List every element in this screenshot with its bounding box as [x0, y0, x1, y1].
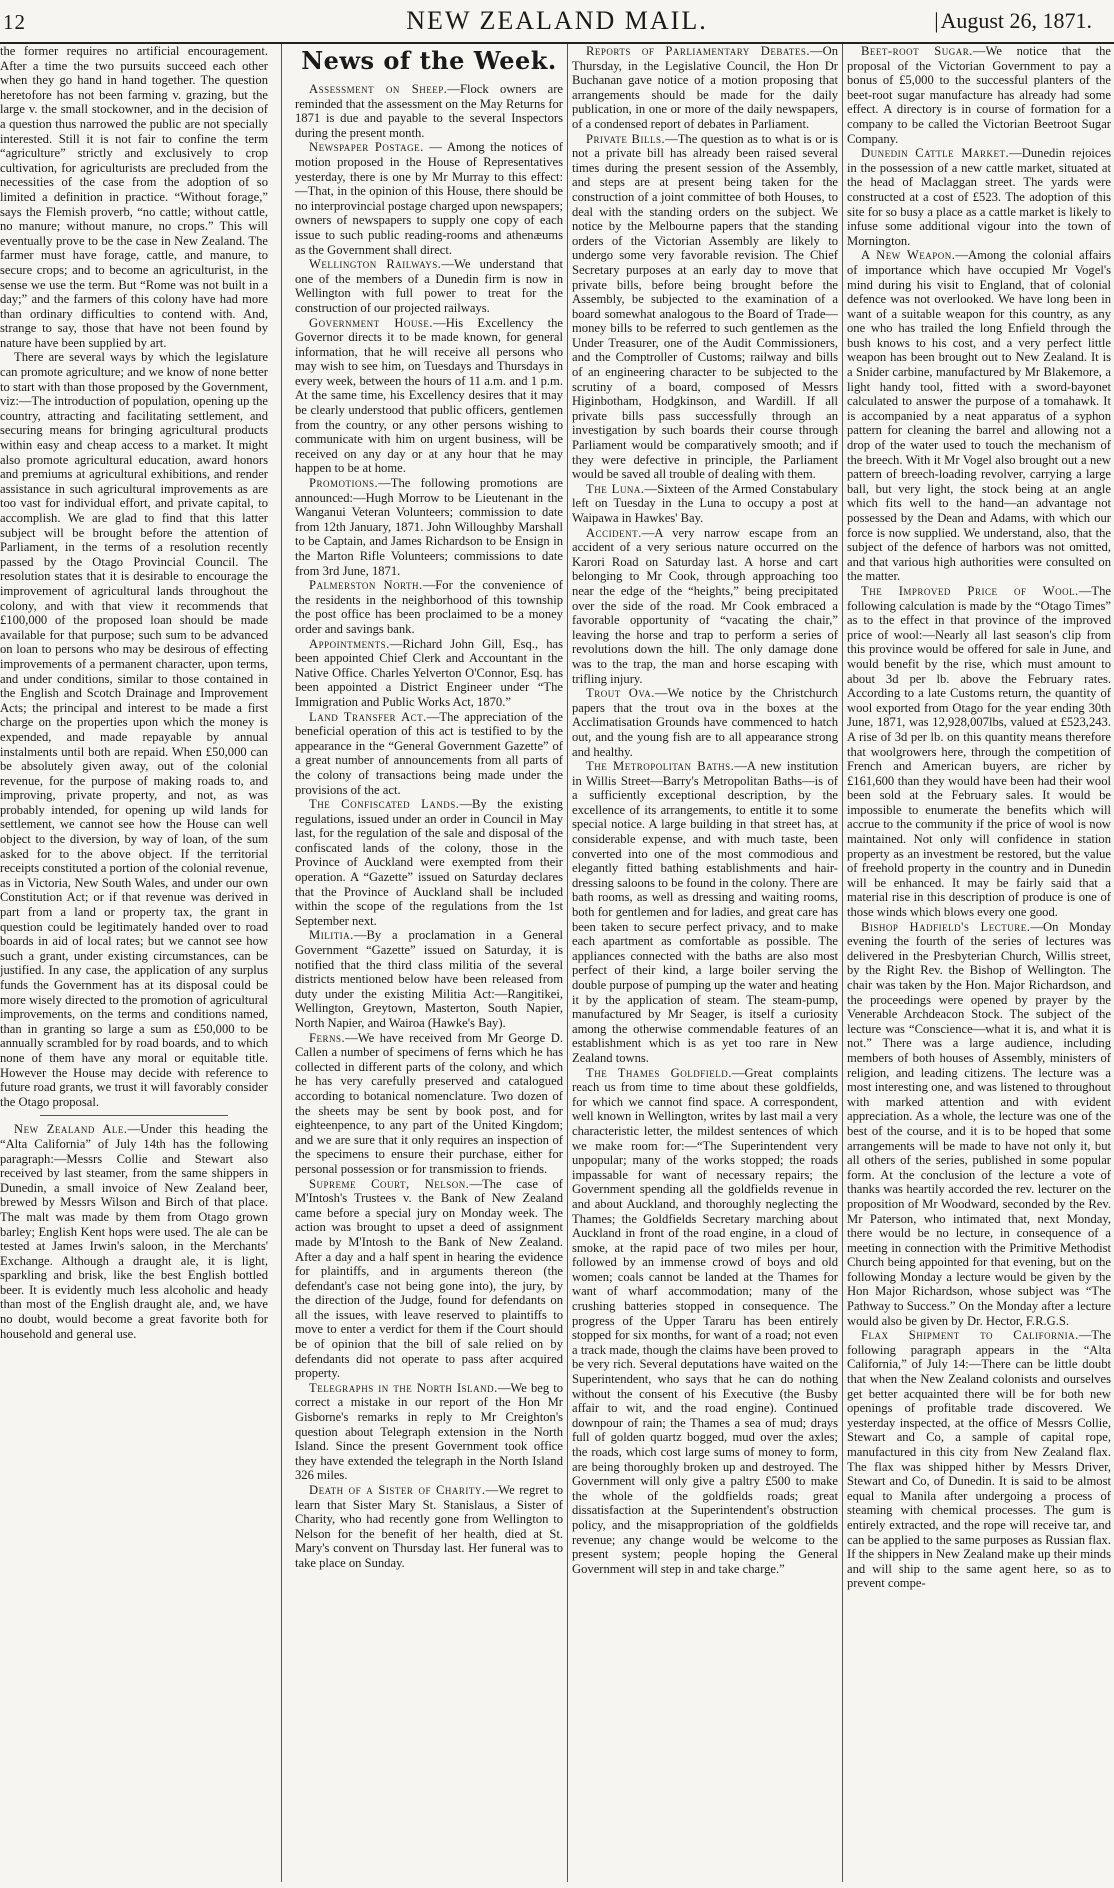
item-heading: A New Weapon.: [861, 248, 956, 263]
news-item: [847, 584, 1111, 920]
news-item: [295, 1031, 563, 1177]
column-divider: [567, 44, 568, 1882]
item-body: —The following promotions are announced:—Hugh Morrow to be Lieutenant in the Wanganui Veteran Volunteers; commission to date from 12th January, 1871. John Willoughby Marshall to be Captain, and James Richardson to be Ensign in the Marton Rifle Volunteers; commissions to date from 3rd June, 1871.: [295, 476, 563, 578]
news-item: [295, 637, 563, 710]
item-body: —The following paragraph appears in the “Alta California,” of July 14:—There can be little doubt that when the New Zealand colonists and ourselves get better acquainted there will be for both new openings of profitable trade discovered. We yesterday inspected, at the office of Messrs Collie, Stewart and Co, a sample of capital rope, manufactured in this city from New Zealand flax. The flax was shipped hither by Messrs Driver, Stewart and Co, of Dunedin. It is said to be almost equal to Manila after undergoing a process of steaming with chemical processes. The gum is entirely extracted, and the rope will receive tar, and can be applied to the same purposes as Russian flax. If the shippers in New Zealand make up their minds and will ship to the same agent here, so as to prevent compe-: [847, 1328, 1111, 1591]
column-divider: [281, 44, 282, 1882]
column-divider: [842, 44, 843, 1882]
item-body: —Sixteen of the Armed Constabulary left on Tuesday in the Luna to occupy a post at Waipawa in Hawkes' Bay.: [572, 481, 838, 525]
item-heading: Wellington Railways.: [309, 257, 442, 272]
item-heading: Death of a Sister of Charity.: [309, 1483, 486, 1497]
item-body: —His Excellency the Governor directs it to be made known, for general information, that he will receive all persons who may wish to see him, on Tuesdays and Thursdays in every week, between the hours of 11 a.m. and 1 p.m. At the same time, his Excellency desires that it may be clearly understood that public officers, gentlemen from the country, or any other persons wishing to communicate with him on urgent business, will be received on any day or at any hour that he may happen to be at home.: [295, 315, 563, 476]
item-heading: Private Bills.: [586, 131, 666, 146]
item-heading: Palmerston North.: [309, 578, 423, 593]
item-body: —Under this heading the “Alta California” of July 14th has the following paragraph:—Messrs Collie and Stewart also received by last steamer, from the same shippers in Dunedin, a small invoice of New Zealand beer, brewed by Messrs Wilson and Birch of that place. The malt was made by them from Otago grown barley; English Kent hops were used. The ale can be tested at James Irwin's saloon, in the Merchants' Exchange. Although a draught ale, it is light, sparkling and brisk, like the best English bottled beer. It is evidently much less alcoholic and heady than most of the English draught ale, and, we have no doubt, would become a great favorite both for household and general use.: [0, 1122, 268, 1341]
item-heading: Trout Ova.: [586, 686, 655, 701]
item-heading: Promotions.: [309, 476, 379, 491]
item-heading: The Luna.: [586, 481, 645, 496]
news-item: [572, 526, 838, 687]
item-body: —Dunedin rejoices in the possession of a new cattle market, situated at the head of Maclaggan street. The yards were constructed at a cost of £523. The adoption of this site for so busy a place as a cattle market is likely to infuse some additional vigour into the town of Mornington.: [847, 146, 1111, 248]
page-header: [0, 0, 1114, 42]
news-item: [295, 257, 563, 315]
column-4: [847, 44, 1111, 1882]
news-item: [295, 578, 563, 636]
item-heading: Assessment on Sheep.: [309, 82, 448, 96]
news-item: [295, 140, 563, 257]
article-paragraph: the former requires no artificial encouragement. After a time the two pursuits succeed each other when they go hand in hand together. The question heretofore has not been farming v. grazing, but the large v. the small stockowner, and in the decision of a question thus narrowed the public are not specially interested. Still it is not fair to confine the term “agriculture” strictly and exclusively to crop cultivation, for agriculturists are precluded from the necessities of the case from the adoption of so limited a definition in practice. “Without forage,” says the Flemish proverb, “no cattle; without cattle, no manure; without manure, no crops.” This will eventually prove to be the case in New Zealand. The farmer must have forage, cattle, and manure, to secure crops; and to become an agriculturist, in the sense we use the term. But “Rome was not built in a day;” and the farmers of this colony have had more than ordinary difficulties to contend with. And, strange to say, those that have not been found by nature have been supplied by art.: [0, 44, 268, 350]
news-item: [295, 316, 563, 477]
news-item: [847, 44, 1111, 146]
item-body: —A very narrow escape from an accident of a very serious nature occurred on the Karori Road on Saturday last. A horse and cart belonging to Mr Cook, through approaching too near the edge of the “heights,” being precipitated over the side of the road. Mr Cook embraced a favorable opportunity of “vacating the chair,” leaving the horse and trap to perform a series of revolutions down the hill. The only damage done was to the trap, the man and horse escaping with trifling injury.: [572, 525, 838, 686]
item-body: —By a proclamation in a General Government “Gazette” issued on Saturday, it is notified that the third class militia of the several districts mentioned below have been released from duty under the existing Militia Act:—Rangitikei, Wellington, Greytown, Masterton, South Napier, North Napier, and Wairoa (Hawke's Bay).: [295, 928, 563, 1030]
news-item: [847, 920, 1111, 1329]
item-heading: The Confiscated Lands.: [309, 797, 460, 812]
item-body: —On Monday evening the fourth of the series of lectures was delivered in the Presbyterian Church, Willis street, by the Right Rev. the Bishop of Wellington. The chair was taken by the Hon. Major Richardson, and the proceedings were opened by prayer by the Venerable Archdeacon Stock. The subject of the lecture was “Conscience—what it is, and what it is not.” There was a large audience, including members of both houses of Assembly, ministers of religion, and leading citizens. The lecture was a most interesting one, and was listened to throughout with marked attention and with evident appreciation. As a whole, the lecture was one of the best of the course, and it is to be hoped that some arrangements will be made to have not only it, but all others of the series, published in some popular form. At the conclusion of the lecture a vote of thanks was heartily accorded the rev. lecturer on the proposition of Mr Woodward, seconded by the Rev. Mr Paterson, who intimated that, next Monday, there would be no lecture, in consequence of a meeting in connection with the Primitive Methodist Church being appointed for that evening, but on the following Monday a lecture would be given by the Hon Major Richardson, whose subject was “The Pathway to Success.” On the Monday after a lecture would also be given by Dr. Hector, F.R.G.S.: [847, 919, 1111, 1328]
item-heading: Militia.: [309, 928, 354, 943]
item-body: —The case of M'Intosh's Trustees v. the Bank of New Zealand came before a special jury on Monday week. The action was brought to upset a deed of assignment made by M'Intosh to the Bank of New Zealand. After a day and a half spent in hearing the evidence for plaintiffs, and in arguments thereon (the defendant's case not being gone into), the jury, by the direction of the Judge, found for defendants on all the issues, with leave reserved to plaintiffs to move to enter a verdict for them if the Court should be of opinion that the bill of sale relied on by defendants did not operate to pass after acquired property.: [295, 1176, 563, 1381]
item-heading: Supreme Court, Nelson.: [309, 1176, 470, 1191]
news-item: [572, 482, 838, 526]
item-body: —The following calculation is made by the “Otago Times” as to the effect in that province of the improved price of wool:—Nearly all last season's clip from this province would be offered for sale in June, and would benefit by the rise, which must amount to about 3d per lb. above the February rates. According to a late Customs return, the quantity of wool exported from Otago for the year ending 30th June, 1871, was 12,928,007lbs, valued at £523,243. A rise of 3d per lb. on this quantity means therefore that woolgrowers here, through the competition of French and American buyers, are richer by £161,600 than they would have been had their wool been sold at the February sales. It would be impossible to enumerate the benefits which will accrue to the community if the price of wool is now maintained. Not only will confidence in station property as an investment be restored, but the value of freehold property in the country and in Dunedin will be enhanced. It may be fairly said that a material rise in this description of produce is one of those winds which blows every one good.: [847, 583, 1111, 920]
item-heading: The Thames Goldfield.: [586, 1065, 732, 1080]
item-body: —Richard John Gill, Esq., has been appointed Chief Clerk and Accountant in the Native Office. Charles Yelverton O'Connor, Esq. has been appointed a District Engineer under “The Immigration and Public Works Act, 1870.”: [295, 636, 563, 709]
news-item: [572, 759, 838, 1065]
item-body: —By the existing regulations, issued under an order in Council in May last, for the regulation of the sale and disposal of the confiscated lands of the colony, those in the Province of Auckland were exempted from their operation. A “Gazette” issued on Saturday declares that the Province of Auckland shall be included within the scope of the regulations from the 1st September next.: [295, 797, 563, 928]
article-paragraph: There are several ways by which the legislature can promote agriculture; and we know of none better to start with than those proposed by the Government, viz:—The introduction of population, opening up the country, attracting and facilitating settlement, and securing means for bringing agricultural products within easy and cheap access to a market. It might also promote agricultural education, award honors and premiums at agricultural exhibitions, and render assistance in such agricultural improvements as are too vast for individual effort, and private capital, to accomplish. We are glad to find that this latter subject will be brought before the attention of Parliament, in the terms of a resolution recently passed by the Otago Provincial Council. The resolution states that it is desirable to encourage the improvement of agricultural lands throughout the colony, and with that view it recommends that £100,000 of the proposed loan should be made available for that purpose; such sum to be advanced on loan to persons who may be desirous of effecting improvements of a permanent character, upon terms, and under conditions, similar to those contained in the English and Scotch Drainage and Improvement Acts; the principal and interest to be made a first charge on the properties upon which the money is expended, and made repayable by annual instalments until both are repaid. When £50,000 can be absolutely given away, out of the colonial revenue, for the purpose of making roads to, and improving, private property, and not, as was probably intended, for opening up wild lands for settlement, we cannot see how the House can well object to the diversion, by way of loan, of the sum asked for to the above object. If the territorial receipts constituted a portion of the colonial revenue, as in Victoria, New South Wales, and under our own Constitution Act; or if that revenue was derived in part from a land or property tax, the grant in question could be legitimately handed over to road boards in aid of local rates; but we cannot see how such a grant, under existing circumstances, can be justified. In any case, the application of any surplus funds the Government has at its disposal could be more wisely directed to the promotion of agricultural improvements, on the terms and conditions named, than in granting so large a sum as £50,000 to be annually scrambled for by road boards, and to which none of them have any moral or equitable title. However the House may decide with reference to future road grants, we trust it will favorably consider the Otago proposal.: [0, 350, 268, 1109]
news-item: [847, 248, 1111, 584]
item-body: —Great complaints reach us from time to time about these goldfields, for which we cannot find space. A correspondent, well known in Wellington, writes by last mail a very characteristic letter, the mildest sentences of which we make room for:—“The Superintendent very unpopular; many of the works stopped; the roads impassable for want of necessary repairs; the Government spending all the goldfields revenue in and about Auckland, and thoroughly neglecting the Thames; the Goldfields Secretary marching about Auckland in front of the road engine, in a cloud of smoke, at the rapid pace of two miles per hour, followed by an immense crowd of boys and old women; coals cannot be landed at the Thames for want of wharf accommodation; many of the crushing batteries stopped in consequence. The progress of the Upper Tararu has been entirely stopped for six months, for want of a road; not even a track made, though the claims have been proved to be very rich. Several deputations have waited on the Superintendent, who says that he can do nothing without the consent of his Executive (the Busby affair to wit, and the road engine). Continued downpour of rain; the Thames a sea of mud; drays full of golden quartz bogged, mud over the axles; the roads, which cost large sums of money to form, are being thoroughly broken up and destroyed. The Government will only give a paltry £500 to make the whole of the goldfields roads; great dissatisfaction at the Superintendent's obstruction policy, and the misappropriation of the goldfields revenue; any change would be welcome to the present system; people hoping the General Government will step in and take charge.”: [572, 1065, 838, 1576]
news-item: [295, 1177, 563, 1381]
item-heading: Accident.: [586, 525, 642, 540]
news-item: [572, 44, 838, 132]
news-item: [295, 710, 563, 798]
item-heading: The Improved Price of Wool.: [861, 583, 1079, 598]
news-items: [295, 82, 563, 1571]
news-item-ale: [0, 1122, 268, 1341]
news-item: [295, 476, 563, 578]
item-heading: Ferns.: [309, 1030, 346, 1045]
column-2: [295, 44, 563, 1882]
item-heading: Land Transfer Act.: [309, 709, 427, 724]
item-body: —We understand that one of the members of a Dunedin firm is now in Wellington with full power to treat for the construction of our projected railways.: [295, 257, 563, 315]
item-heading: Appointments.: [309, 636, 390, 651]
news-item: [847, 1328, 1111, 1591]
item-body: —We regret to learn that Sister Mary St. Stanislaus, a Sister of Charity, who had recently gone from Wellington to Nelson for the benefit of her health, died at St. Mary's convent on Thursday last. Her funeral was to take place on Sunday.: [295, 1483, 563, 1570]
news-item: [572, 132, 838, 482]
item-body: —The appreciation of the beneficial operation of this act is testified to by the appearance in the “General Government Gazette” of a great number of announcements from all parts of the colony of transactions being made under the provisions of the act.: [295, 709, 563, 797]
item-heading: Beet-root Sugar.: [861, 44, 973, 58]
item-body: —A new institution in Willis Street—Barry's Metropolitan Baths—is of a sufficiently exceptional description, by the excellence of its arrangements, to entitle it to some special notice. A large building in that street has, at considerable expense, and with much taste, been converted into one of the most commodious and elegantly fitted bathing establishments and hair-dressing saloons to be found in the colony. There are bath rooms, as well as dressing and waiting rooms, both for gentlemen and for ladies, and great care has been taken to secure perfect privacy, and to make each apartment as comfortable as possible. The appliances connected with the baths are also most perfect of their kind, a large boiler serving the double purpose of pumping up the water and heating it by the application of steam. The steam-pump, manufactured by Mr Seager, is itself a curiosity among the otherwise commendable features of an establishment which is as yet too rare in New Zealand towns.: [572, 759, 838, 1065]
column-1: [0, 44, 268, 1882]
column-3: [572, 44, 838, 1882]
section-rule: [40, 1115, 228, 1116]
news-item: [295, 797, 563, 928]
item-heading: Flax Shipment to California.: [861, 1328, 1079, 1343]
item-body: —Among the colonial affairs of importance which have occupied Mr Vogel's mind during his visit to England, that of colonial defence was not overlooked. We have long been in want of a suitable weapon for this country, as any one who has trailed the long Enfield through the bush knows to his cost, and a very perfect little weapon has been brought out to New Zealand. It is a Snider carbine, manufactured by Mr Blakemore, a light handy tool, fitted with a sword-bayonet calculated to answer the purpose of a tomahawk. It is accompanied by a neat apparatus of a syphon pattern for cleaning the barrel and allowing not a drop of the water used to touch the mechanism of the breech. With it Mr Vogel also brought out a new pattern of breech-loading revolver, carrying a large ball, but very light, the stock being at an angle which fits well to the hand—an advantage not possessed by the Dean and Adams, with which our force is now supplied. We understand, also, that the subject of the defence of harbors was not omitted, and that various high authorities were consulted on the matter.: [847, 248, 1111, 584]
item-heading: Government House.: [309, 315, 434, 330]
item-heading: Dunedin Cattle Market.: [861, 146, 1010, 161]
item-heading: Telegraphs in the North Island.: [309, 1380, 498, 1395]
news-item: [295, 1483, 563, 1571]
item-heading: The Metropolitan Baths.: [586, 759, 735, 774]
news-item: [295, 928, 563, 1030]
item-body: —The question as to what is or is not a private bill has already been raised several times during the present session of the Assembly, and steps are at present being taken for the construction of a joint committee of both Houses, to deal with the standing orders on the subject. We notice by the Melbourne papers that the standing orders of the Victorian Assembly are likely to undergo some very favorable revision. The Chief Secretary purposes at an early day to move that private bills, before being brought before the Assembly, be subjected to the examination of a board somewhat analogous to the Board of Trade—money bills to be referred to such gentlemen as the Under Treasurer, one of the Audit Commissioners, and the Comptroller of Customs; railway and bills of an engineering character to be subjected to the scrutiny of a board, composed of Messrs Higinbotham, Hodgkinson, and Wardill. If all private bills pass successfully through an investigation by such boards their course through Parliament would be comparatively smooth; and if they were defective in principle, the Parliament would be saved all trouble of dealing with them.: [572, 131, 838, 482]
item-body: —We beg to correct a mistake in our report of the Hon Mr Gisborne's remarks in reply to Mr Creighton's question about Telegraph extension in the North Island. Since the present Government took office they have extended the telegraph in the North Island 326 miles.: [295, 1380, 563, 1483]
item-body: —We notice that the proposal of the Victorian Government to pay a bonus of £5,000 to the successful planters of the beet-root sugar manufacture has already had some effect. A directory is in course of formation for a company to be called the Victorian Beetroot Sugar Company.: [847, 44, 1111, 146]
item-body: —For the convenience of the residents in the neighborhood of this township the post office has been proclaimed to be a money order and savings bank.: [295, 578, 563, 636]
item-body: —We have received from Mr George D. Callen a number of specimens of ferns which he has collected in different parts of the colony, and which he has very carefully preserved and catalogued according to botanical nomenclature. Two dozen of the sheets may be sent by book post, and for eighteenpence, to any part of the United Kingdom; and we are sure that it only requires an inspection of the specimens to ensure their purchase, either for personal possession or for transmission to friends.: [295, 1030, 563, 1176]
item-heading: Reports of Parliamentary Debates.: [586, 44, 810, 58]
item-body: — Among the notices of motion proposed in the House of Representatives yesterday, there is one by Mr Murray to this effect:—That, in the opinion of this House, there should be no interprovincial postage charged upon newspapers; owners of newspapers to supply one copy of each issue to such public reading-rooms and athenæums as the Government shall direct.: [295, 140, 563, 257]
page-number: 12: [3, 10, 26, 34]
issue-date: | August 26, 1871.: [934, 8, 1092, 33]
news-item: [572, 686, 838, 759]
item-body: —We notice by the Christchurch papers that the trout ova in the boxes at the Acclimatisation Grounds have commenced to hatch out, and the young fish are to all appearance strong and healthy.: [572, 686, 838, 759]
section-heading: News of the Week.: [301, 46, 557, 75]
item-heading: New Zealand Ale.: [14, 1122, 128, 1137]
masthead-title: NEW ZEALAND MAIL.: [406, 6, 708, 35]
news-item: [295, 1381, 563, 1483]
item-heading: Bishop Hadfield's Lecture.: [861, 919, 1031, 934]
news-item: [572, 1066, 838, 1577]
item-body: —Flock owners are reminded that the assessment on the May Returns for 1871 is due and payable to the several Inspectors during the present month.: [295, 82, 563, 140]
news-item: [295, 82, 563, 140]
item-body: —On Thursday, in the Legislative Council, the Hon Dr Buchanan gave notice of a motion proposing that arrangements should be made for the daily publication, in one or more of the daily newspapers, of a condensed report of debates in Parliament.: [572, 44, 838, 131]
news-item: [847, 146, 1111, 248]
item-heading: Newspaper Postage.: [309, 140, 424, 155]
